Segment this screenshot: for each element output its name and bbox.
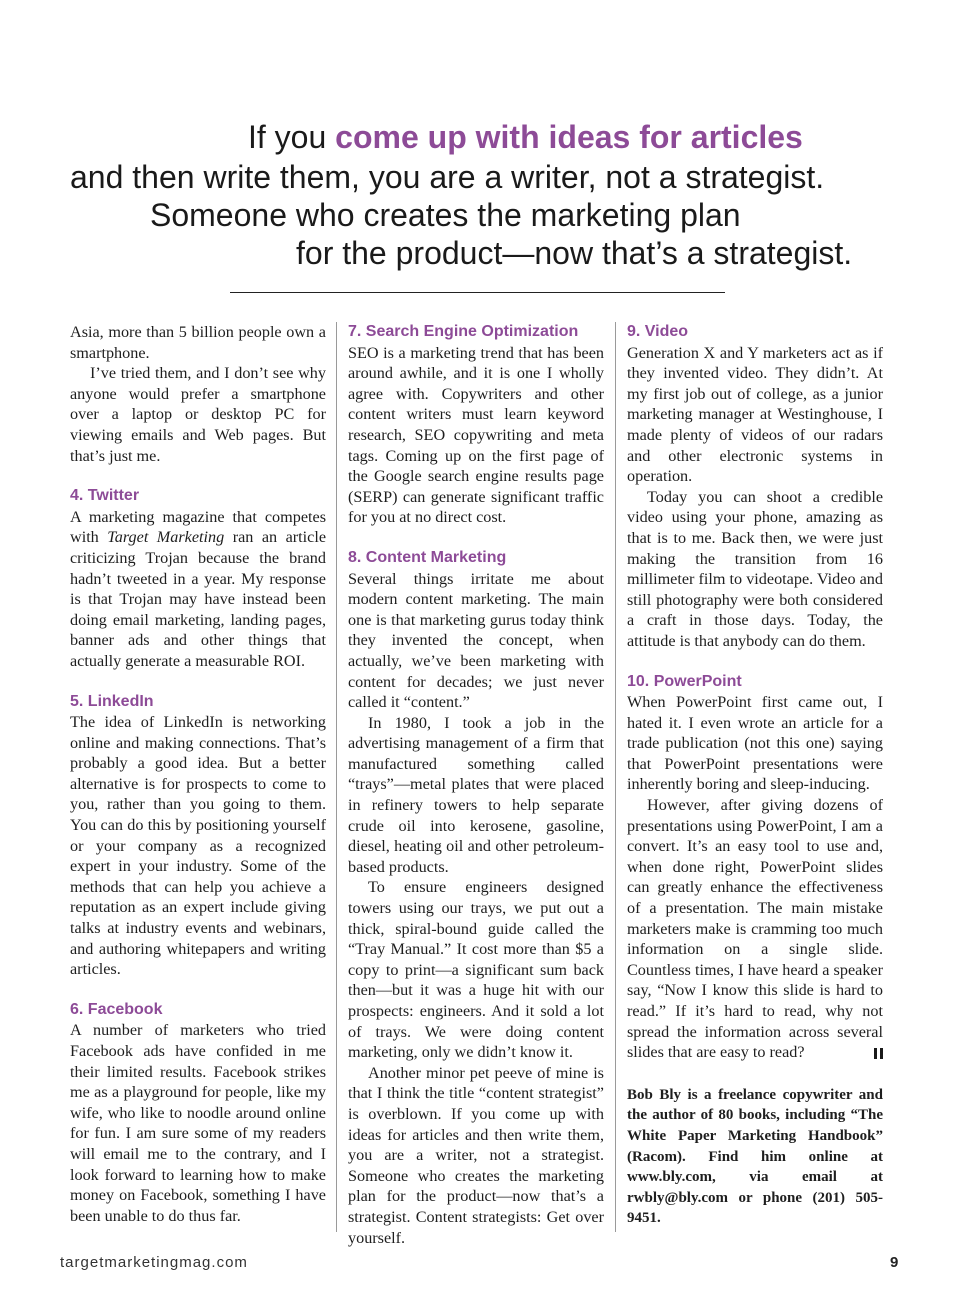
paragraph — [70, 507, 326, 672]
paragraph: Asia, more than 5 billion people own a smartphone. — [70, 323, 326, 362]
paragraph: When PowerPoint first came out, I hated it. I even wrote an article for a trade publication (not this one) saying that PowerPoint presentations were inherently boring and sleep-inducing. — [627, 693, 883, 794]
paragraph: Another minor pet peeve of mine is that I think the title “content strategist” is overblown. If you come up with ideas for articles and then write them, you are a writer, not a strategist. Someone who creates the marketing plan for the product—now that’s a strategist. Content strategists: Get over yourself. — [348, 1063, 604, 1247]
article-column-1 — [70, 322, 326, 1226]
section-heading-twitter: 4. Twitter — [70, 487, 140, 505]
column-divider — [615, 322, 616, 1232]
end-of-article-icon — [874, 1048, 883, 1059]
section-heading-seo: 7. Search Engine Optimization — [348, 323, 579, 340]
paragraph: SEO is a marketing trend that has been around awhile, and it is one I wholly agree with. Copywriters and other content writers must learn keyword research, SEO copywriting and meta tags. Coming up on the first page of the Google search engine results page (SERP) can generate significant traffic for you at no direct cost. — [348, 343, 604, 527]
paragraph: A number of marketers who tried Facebook ads have confided in me their limited results. Facebook strikes me as a playground for people, like my wife, who like to noodle around online for fun. I am sure some of my readers will email me to the contrary, and I look forward to learning how to make money on Facebook, something I have been unable to do thus far. — [70, 1021, 326, 1225]
publication-title: Target Marketing — [107, 528, 225, 547]
pull-quote-line-3: Someone who creates the marketing plan — [150, 197, 741, 233]
paragraph: Today you can shoot a credible video using your phone, amazing as that is to me. Back then, we were just making the transition from 16 millimeter film to videotape. Video and still photography were both considered a craft in those days. Today, the attitude is that anybody can do them. — [627, 487, 883, 650]
footer-url: targetmarketingmag.com — [60, 1254, 248, 1271]
text-run: ran an article criticizing Trojan because the brand hadn’t tweeted in a year. My response is that Trojan may have instead been doing email marketing, landing pages, banner ads and other things that actually generate a measurable ROI. — [70, 528, 327, 670]
pull-quote-divider — [230, 292, 725, 293]
paragraph: In 1980, I took a job in the advertising management of a firm that manufactured something called “trays”—metal plates that were placed in refinery towers to help separate crude oil into kerosene, gasoline, diesel, heating oil and other petroleum-based products. — [348, 713, 604, 876]
pull-quote-highlight: come up with ideas for articles — [335, 119, 803, 155]
section-heading-linkedin: 5. LinkedIn — [70, 692, 154, 710]
article-column-3 — [627, 322, 883, 1229]
article-column-2 — [348, 322, 604, 1248]
paragraph: The idea of LinkedIn is networking online and making connections. That’s probably a good idea. But a better alternative is for prospects to come to you, rather than you going to them. You can do this by positioning yourself or your company as a recognized expert in your industry. Some of the methods that can help you achieve a reputation as an expert include giving talks at industry events and webinars, and authoring whitepapers and writing articles. — [70, 713, 326, 979]
section-heading-video: 9. Video — [627, 323, 689, 340]
pull-quote-line-1 — [248, 118, 803, 156]
pull-quote-line-2: and then write them, you are a writer, not a strategist. — [70, 159, 825, 195]
section-heading-powerpoint: 10. PowerPoint — [627, 672, 742, 690]
section-heading-facebook: 6. Facebook — [70, 1000, 163, 1018]
paragraph: Several things irritate me about modern content marketing. The main one is that marketing gurus today think they invented the concept, when actually, we’ve been marketing with content for decades; we just never called it “content.” — [348, 569, 604, 712]
column-divider — [336, 322, 337, 1232]
section-heading-content-marketing: 8. Content Marketing — [348, 548, 507, 566]
paragraph: To ensure engineers designed towers using our trays, we put out a thick, spiral-bound guide called the “Tray Manual.” It cost more than $5 a copy to print—a significant sum back then—but it was a huge hit with our prospects: engineers. And it sold a lot of trays. We were doing content marketing, only we didn’t know it. — [348, 878, 604, 1062]
pull-quote-prefix: If you — [248, 119, 336, 155]
paragraph: Generation X and Y marketers act as if they invented video. They didn’t. At my first job out of college, as a junior marketing manager at Westinghouse, I made plenty of videos of our radars and other electronic systems in operation. — [627, 343, 883, 486]
page-number: 9 — [890, 1254, 899, 1271]
author-bio: Bob Bly is a freelance copywriter and the author of 80 books, including “The White Paper Marketing Handbook” (Racom). Find him online at www.bly.com, via email at rwbly@bly.com or phone (201) 505-9451. — [627, 1086, 883, 1227]
text-run: However, after giving dozens of presentations using PowerPoint, I am a convert. It’s an easy tool to use and, when done right, PowerPoint slides can greatly enhance the effectiveness of a presentation. The main mistake marketers make is cramming too much information on a single slide. Countless times, I have heard a speaker say, “Now I know this slide is hard to read.” If it’s hard to read, why not spread the information across several slides that are easy to read? — [627, 796, 883, 1062]
paragraph: I’ve tried them, and I don’t see why anyone would prefer a smartphone over a laptop or desktop PC for viewing emails and Web pages. But that’s just me. — [70, 364, 326, 465]
paragraph — [627, 795, 883, 1063]
text-run: A marketing magazine that competes with — [70, 507, 326, 547]
pull-quote-line-4: for the product—now that’s a strategist. — [296, 235, 853, 271]
